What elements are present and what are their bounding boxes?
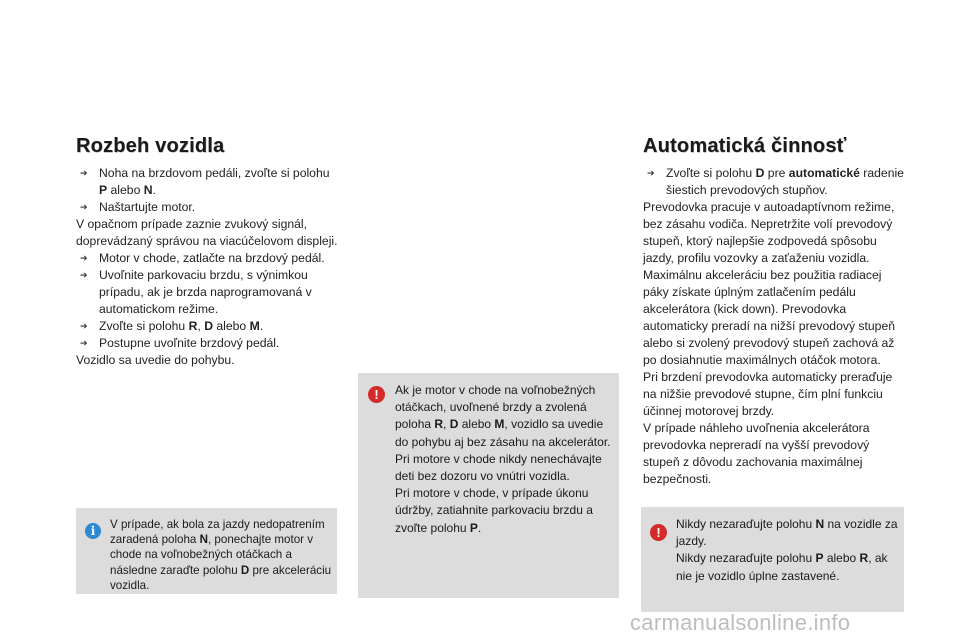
automatic-instructions xyxy=(643,165,905,488)
emphasis: N xyxy=(143,183,153,197)
text-run: Nikdy nezaraďujte polohu xyxy=(676,517,816,531)
text-run: , ak nie je vozidlo úplne zastavené. xyxy=(676,551,888,583)
bullet-arrow-icon: ➔ xyxy=(647,168,655,178)
text-run: , xyxy=(443,417,450,432)
paragraph xyxy=(76,216,338,250)
text-run: . xyxy=(259,319,264,333)
emphasis: M xyxy=(249,319,260,333)
text-run: Postupne uvoľnite brzdový pedál. xyxy=(99,336,280,350)
bullet-item xyxy=(76,335,338,352)
box-paragraph xyxy=(110,517,332,593)
info-icon: i xyxy=(85,523,101,539)
bullet-item xyxy=(76,199,338,216)
text-run: Pri brzdení prevodovka automaticky preraďuje na nižšie prevodové stupne, čím plní funkciu účinnej motorovej brzdy. xyxy=(643,370,893,418)
emphasis: R xyxy=(434,417,444,432)
paragraph xyxy=(643,199,905,267)
warning-text xyxy=(395,382,611,537)
paragraph xyxy=(76,352,338,369)
bullet-arrow-icon: ➔ xyxy=(80,270,88,280)
emphasis: N xyxy=(815,517,825,531)
paragraph xyxy=(643,267,905,369)
text-run: Uvoľnite parkovaciu brzdu, s výnimkou prípadu, ak je brzda naprogramovaná v automatickom režime. xyxy=(99,268,312,316)
text-run: V opačnom prípade zaznie zvukový signál, doprevádzaný správou na viacúčelovom displeji. xyxy=(76,217,338,248)
bullet-text xyxy=(99,166,330,197)
emphasis: D xyxy=(204,319,213,333)
paragraph xyxy=(643,420,905,488)
bullet-arrow-icon: ➔ xyxy=(80,168,88,178)
text-run: Pri motore v chode, v prípade úkonu údržby, zatiahnite parkovaciu brzdu a zvoľte polohu xyxy=(395,486,593,535)
text-run: . xyxy=(152,183,156,197)
text-run: Ak je motor v chode na voľnobežných otáčkach, uvoľnené brzdy a zvolená poloha xyxy=(395,383,596,432)
bullet-text xyxy=(99,319,263,333)
bullet-text xyxy=(99,200,195,214)
start-instructions xyxy=(76,165,338,369)
bullet-item xyxy=(76,165,338,199)
bullet-text xyxy=(99,268,312,316)
text-run: Motor v chode, zatlačte na brzdový pedál. xyxy=(99,251,325,265)
bullet-arrow-icon: ➔ xyxy=(80,321,88,331)
bullet-text xyxy=(99,251,325,265)
text-run: , xyxy=(197,319,205,333)
info-box-neutral xyxy=(76,508,337,594)
emphasis: P xyxy=(815,551,824,566)
box-paragraph xyxy=(395,382,611,451)
bullet-item xyxy=(76,267,338,318)
text-run: Pri motore v chode nikdy nenechávajte deti bez dozoru vo vnútri vozidla. xyxy=(395,451,602,484)
info-text xyxy=(110,517,332,593)
paragraph xyxy=(643,369,905,420)
section-title-automatic: Automatická činnosť xyxy=(643,135,847,157)
text-run: pre akceleráciu vozidla. xyxy=(110,563,332,592)
emphasis: D xyxy=(449,417,459,432)
text-run: alebo xyxy=(213,319,250,333)
emphasis: M xyxy=(494,417,505,432)
text-run: na vozidle za jazdy. xyxy=(676,517,898,549)
warning-box-engine-idle xyxy=(358,373,619,598)
text-run: Maximálnu akceleráciu bez použitia radiacej páky získate úplným zatlačením pedálu akcelerátora (kick down). Prevodovka automaticky preradí na nižší prevodový stupeň alebo si zvolený prevodový stupeň zachová až po dosiahnutie maximálnych otáčok motora. xyxy=(643,268,896,367)
bullet-arrow-icon: ➔ xyxy=(80,202,88,212)
box-paragraph xyxy=(395,485,611,537)
box-paragraph xyxy=(676,516,898,550)
bullet-arrow-icon: ➔ xyxy=(80,338,88,348)
text-run: alebo xyxy=(458,417,495,432)
text-run: alebo xyxy=(823,551,860,566)
box-paragraph xyxy=(395,451,611,485)
emphasis: N xyxy=(199,533,208,547)
box-paragraph xyxy=(676,550,898,584)
exclamation-icon: ! xyxy=(650,524,667,541)
text-run: , ponechajte motor v chode na voľnobežných otáčkach a následne zaraďte polohu xyxy=(110,533,314,577)
text-run: Vozidlo sa uvedie do pohybu. xyxy=(76,353,235,367)
watermark: carmanualsonline.info xyxy=(630,610,851,635)
text-run: radenie šiestich prevodových stupňov. xyxy=(666,166,904,197)
text-run: . xyxy=(477,520,482,535)
section-title-start: Rozbeh vozidla xyxy=(76,135,225,157)
text-run: Noha na brzdovom pedáli, zvoľte si polohu xyxy=(99,166,330,180)
bullet-text xyxy=(666,166,904,197)
text-run: pre xyxy=(764,166,789,180)
text-run: Nikdy nezaraďujte polohu xyxy=(676,551,816,566)
bullet-item xyxy=(76,318,338,335)
warning-text xyxy=(676,516,898,585)
left-column xyxy=(76,134,338,369)
emphasis: P xyxy=(99,183,108,197)
bullet-arrow-icon: ➔ xyxy=(80,253,88,263)
right-column xyxy=(643,134,905,488)
text-run: V prípade náhleho uvoľnenia akcelerátora prevodovka nepreradí na vyšší prevodový stupeň z dôvodu zachovania maximálnej bezpečnosti. xyxy=(643,421,870,486)
emphasis: P xyxy=(469,520,478,535)
emphasis: R xyxy=(859,551,869,566)
text-run: Prevodovka pracuje v autoadaptívnom režime, bez zásahu vodiča. Nepretržite volí prevodový stupeň, ktorý najlepšie zodpovedá spôsobu jazdy, profilu vozovky a zaťaženiu vozidla. xyxy=(643,200,895,265)
text-run: , vozidlo sa uvedie do pohybu aj bez zásahu na akcelerátor. xyxy=(395,417,611,449)
emphasis: R xyxy=(188,319,198,333)
exclamation-icon: ! xyxy=(368,386,385,403)
emphasis: automatické xyxy=(788,166,860,180)
text-run: alebo xyxy=(107,183,144,197)
emphasis: D xyxy=(240,563,250,577)
text-run: V prípade, ak bola za jazdy nedopatrením zaradená poloha xyxy=(110,518,325,547)
bullet-text xyxy=(99,336,279,350)
text-run: Zvoľte si polohu xyxy=(99,319,189,333)
text-run: Zvoľte si polohu xyxy=(666,166,756,180)
bullet-item xyxy=(76,250,338,267)
emphasis: D xyxy=(755,166,765,180)
bullet-item xyxy=(643,165,905,199)
warning-box-driving xyxy=(641,507,904,612)
text-run: Naštartujte motor. xyxy=(99,200,196,214)
